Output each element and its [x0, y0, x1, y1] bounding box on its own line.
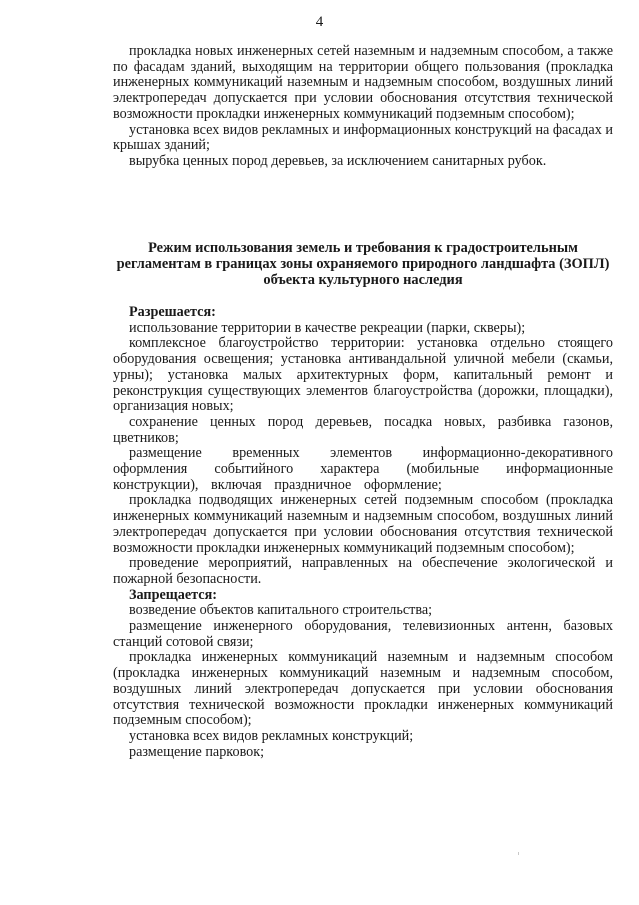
- allowed-item-1: использование территории в качестве рекреации (парки, скверы);: [129, 319, 526, 336]
- allowed-item-4: размещение временных элементов информационно-декоративного оформления событийного характера (мобильные информационные конструкции), включая праздничное оформление;: [113, 445, 613, 493]
- section-heading-line-1: Режим использования земель и требования к градостроительным: [148, 240, 578, 256]
- scan-artifact: [518, 852, 519, 855]
- allowed-item-3: сохранение ценных пород деревьев, посадка новых, разбивка газонов, цветников;: [113, 413, 613, 446]
- forbidden-item-3: прокладка инженерных коммуникаций наземным и надземным способом (прокладка инженерных коммуникаций наземным и надземным способом, воздушных линий электропередач допускается при условии обоснования отсутствия технической возможности прокладки инженерных коммуникаций подземным способом);: [113, 649, 613, 729]
- forbidden-item-2: размещение инженерного оборудования, телевизионных антенн, базовых станций сотовой связи;: [113, 618, 613, 650]
- top-item-3: вырубка ценных пород деревьев, за исключением санитарных рубок.: [129, 152, 547, 169]
- forbidden-label: Запрещается:: [129, 586, 217, 603]
- section-heading-line-2: регламентам в границах зоны охраняемого природного ландшафта (ЗОПЛ): [116, 256, 610, 272]
- top-item-1: прокладка новых инженерных сетей наземным и надземным способом, а также по фасадам зданий, выходящим на территории общего пользования (прокладка инженерных коммуникаций наземным и надземным способом, воздушных линий электропередач допускается при условии обоснования отсутствия технической возможности прокладки инженерных коммуникаций подземным способом);: [113, 43, 613, 122]
- top-item-2: установка всех видов рекламных и информационных конструкций на фасадах и крышах зданий;: [113, 121, 613, 154]
- forbidden-item-4: установка всех видов рекламных конструкций;: [129, 727, 414, 744]
- section-heading: [113, 240, 613, 288]
- allowed-item-5: прокладка подводящих инженерных сетей подземным способом (прокладка инженерных коммуникаций наземным и надземным способом, воздушных линий электропередач допускается при условии обоснования отсутствия технической возможности прокладки инженерных коммуникаций подземным способом);: [113, 492, 613, 556]
- page-number: 4: [315, 14, 324, 30]
- forbidden-item-1: возведение объектов капитального строительства;: [129, 602, 433, 619]
- regulations-block: [113, 305, 613, 760]
- allowed-item-2: комплексное благоустройство территории: установка отдельно стоящего оборудования освещения; установка антивандальной уличной мебели (скамьи, урны); установка малых архитектурных форм, капитальный ремонт и реконструкция существующих элементов благоустройства (дорожки, площадки), организация новых;: [113, 335, 613, 415]
- section-heading-line-3: объекта культурного наследия: [263, 272, 463, 288]
- allowed-item-6: проведение мероприятий, направленных на обеспечение экологической и пожарной безопасности.: [113, 555, 613, 587]
- allowed-label: Разрешается:: [129, 304, 216, 320]
- top-items-block: [113, 44, 613, 170]
- forbidden-item-5: размещение парковок;: [129, 743, 265, 760]
